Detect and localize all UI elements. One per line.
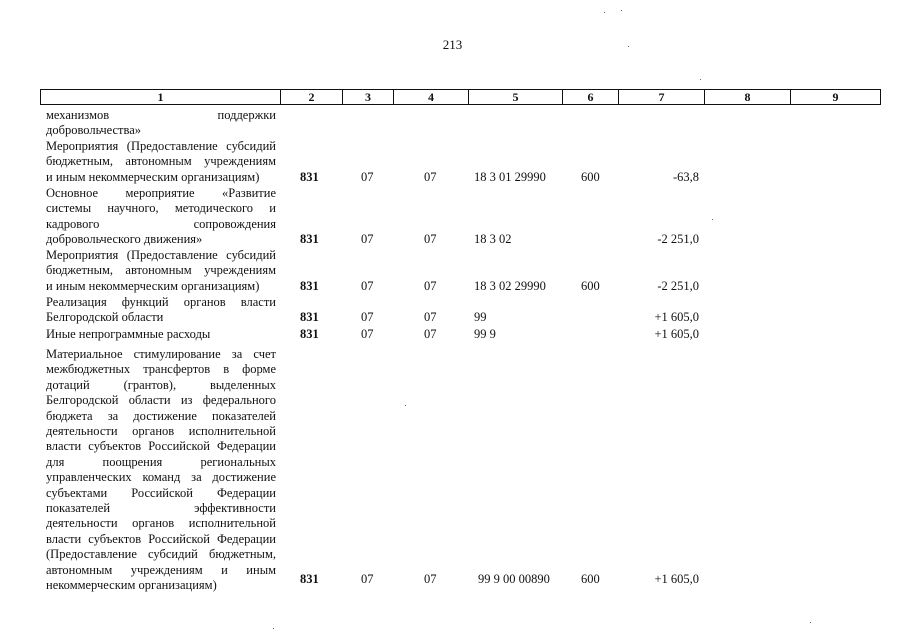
row-amount: -2 251,0 (657, 278, 699, 293)
row-section: 07 (361, 310, 374, 325)
row-name: Иные непрограммные расходы (46, 327, 211, 341)
scan-speck (604, 12, 605, 13)
row-expense-type: 600 (581, 572, 600, 586)
row-section: 07 (361, 278, 374, 293)
row-name: Основное мероприятие «Развитие системы научного, методического и кадрового сопровождения добровольческого движения» (46, 186, 276, 247)
row-name: Материальное стимулирование за счет межбюджетных трансфертов в форме дотаций (грантов), выделенных Белгородской области из федерального бюджета за достижение показателей деятельности органов исполнительной власти субъектов Российской Федерации для поощрения региональных управленческих команд за достижение субъектами Российской Федерации показателей эффективности деятельности органов исполнительной власти субъектов Российской Федерации (Предоставление субсидий бюджетным, автономным учреждениям и иным некоммерческим организациям) (46, 347, 276, 593)
header-col-1: 1 (41, 90, 281, 104)
scan-speck (810, 622, 811, 623)
row-amount: +1 605,0 (654, 310, 699, 325)
row-target-article: 18 3 02 29990 (474, 278, 546, 293)
row-subsection: 07 (424, 278, 437, 293)
scan-speck (621, 10, 622, 11)
row-section: 07 (361, 572, 374, 586)
scan-speck (628, 46, 629, 47)
row-amount: +1 605,0 (654, 572, 699, 586)
header-col-3: 3 (343, 90, 394, 104)
header-col-6: 6 (563, 90, 619, 104)
page-number: 213 (442, 37, 463, 52)
row-expense-type: 600 (581, 169, 600, 184)
header-col-9: 9 (832, 90, 839, 104)
row-section: 07 (361, 327, 374, 341)
row-code-gl: 831 (300, 278, 319, 293)
row-expense-type: 600 (581, 278, 600, 293)
scan-speck (405, 405, 406, 406)
row-subsection: 07 (424, 327, 437, 341)
row-amount: -63,8 (672, 169, 699, 184)
header-col-7: 7 (619, 90, 705, 104)
row-subsection: 07 (424, 169, 437, 184)
row-target-article: 18 3 02 (474, 232, 512, 247)
table-header (40, 89, 881, 105)
row-code-gl: 831 (300, 232, 319, 247)
row-name: Мероприятия (Предоставление субсидий бюджетным, автономным учреждениям и иным некоммерческим организациям) (46, 139, 276, 184)
header-col-5: 5 (469, 90, 563, 104)
row-code-gl: 831 (300, 169, 319, 184)
row-name: механизмов поддержки добровольчества» (46, 108, 276, 138)
row-code-gl: 831 (300, 327, 319, 341)
row-code-gl: 831 (300, 310, 319, 325)
row-section: 07 (361, 169, 374, 184)
header-col-4: 4 (394, 90, 469, 104)
row-target-article: 99 9 00 00890 (478, 572, 550, 586)
header-col-2: 2 (281, 90, 343, 104)
row-name: Мероприятия (Предоставление субсидий бюджетным, автономным учреждениям и иным некоммерческим организациям) (46, 248, 276, 293)
row-subsection: 07 (424, 232, 437, 247)
row-subsection: 07 (424, 310, 437, 325)
row-amount: +1 605,0 (654, 327, 699, 341)
row-name: Реализация функций органов власти Белгородской области (46, 295, 276, 325)
row-target-article: 18 3 01 29990 (474, 169, 546, 184)
scan-speck (712, 219, 713, 220)
scan-speck (700, 79, 701, 80)
row-target-article: 99 9 (474, 327, 496, 341)
row-code-gl: 831 (300, 572, 319, 586)
row-section: 07 (361, 232, 374, 247)
header-col-8: 8 (705, 90, 791, 104)
row-subsection: 07 (424, 572, 437, 586)
row-target-article: 99 (474, 310, 487, 325)
scan-speck (273, 628, 274, 629)
row-amount: -2 251,0 (657, 232, 699, 247)
